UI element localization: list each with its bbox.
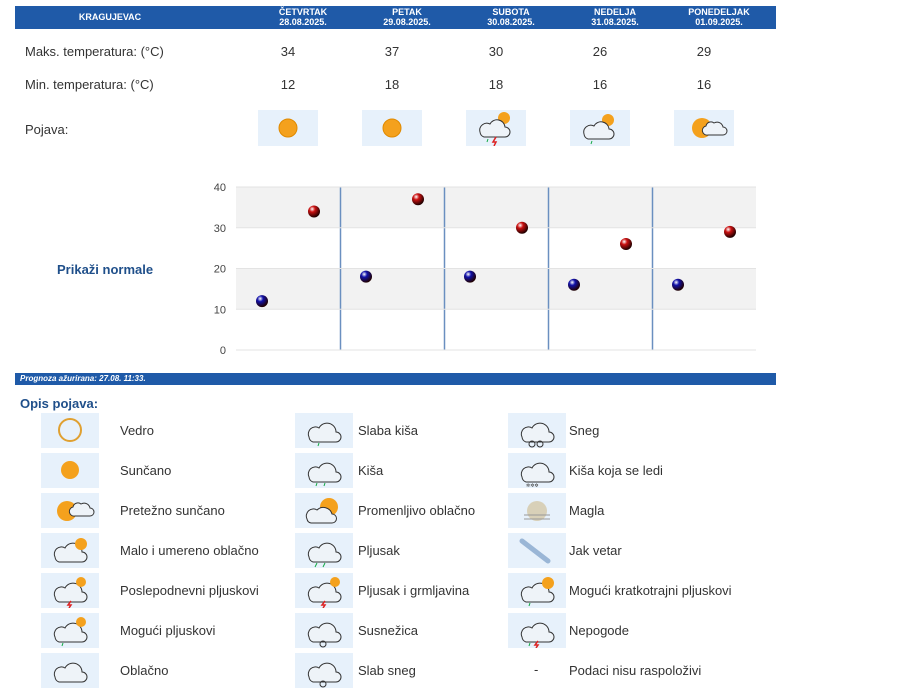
svg-text:✲✲✲: ✲✲✲ xyxy=(526,483,539,488)
min-temp-point xyxy=(360,271,372,283)
nepogode-icon xyxy=(508,613,566,648)
y-tick-label: 20 xyxy=(213,263,226,276)
legend-label: Susnežica xyxy=(358,623,418,638)
min-temp-value: 18 xyxy=(384,77,400,92)
poslepodnevni-pljuskovi-icon xyxy=(41,573,99,608)
vedro-icon xyxy=(41,413,99,448)
y-tick-label: 10 xyxy=(213,304,226,317)
max-temp-point xyxy=(308,205,320,217)
moguci-pljuskovi-icon xyxy=(41,613,99,648)
min-temp-value: 12 xyxy=(280,77,296,92)
day-header-1: ČETVRTAK 28.08.2025. xyxy=(278,7,328,27)
min-temp-value: 16 xyxy=(696,77,712,92)
sunny-icon xyxy=(258,110,318,146)
legend-label: Mogući pljuskovi xyxy=(120,623,216,638)
day-header-5: PONEDELJAK 01.09.2025. xyxy=(688,7,750,27)
max-temp-value: 37 xyxy=(384,44,400,59)
legend-label: Malo i umereno oblačno xyxy=(120,543,259,558)
legend-label: Nepogode xyxy=(569,623,629,638)
legend-label: Pretežno sunčano xyxy=(120,503,225,518)
legend-label: Kiša xyxy=(358,463,384,478)
mostly-sunny-icon xyxy=(674,110,734,146)
sneg-icon xyxy=(508,413,566,448)
susnezica-icon xyxy=(295,613,353,648)
max-temp-point xyxy=(620,238,632,250)
legend-label: Poslepodnevni pljuskovi xyxy=(120,583,259,598)
kisa-icon xyxy=(295,453,353,488)
max-temp-point xyxy=(516,222,528,234)
update-text: Prognoza ažurirana: 27.08. 11:33. xyxy=(20,374,146,383)
legend-label: Pljusak i grmljavina xyxy=(358,583,470,598)
legend-label: Jak vetar xyxy=(569,543,622,558)
legend-label: Sunčano xyxy=(120,463,172,478)
pretezno-suncano-icon xyxy=(41,493,99,528)
max-temp-value: 30 xyxy=(488,44,504,59)
pljusak-grmljavina-icon xyxy=(295,573,353,608)
y-tick-label: 0 xyxy=(219,345,226,357)
legend-label: Oblačno xyxy=(120,663,169,678)
malo-oblacno-icon xyxy=(41,533,99,568)
max-temp-point xyxy=(724,226,736,238)
day-header-3: SUBOTA 30.08.2025. xyxy=(487,7,535,27)
day-header-2: PETAK 29.08.2025. xyxy=(383,7,431,27)
min-temp-value: 18 xyxy=(488,77,504,92)
kisa-koja-se-ledi-icon xyxy=(508,453,566,488)
show-normals-link[interactable]: Prikaži normale xyxy=(57,262,154,277)
suncano-icon xyxy=(41,453,99,488)
magla-icon xyxy=(508,493,566,528)
legend-label: Kiša koja se ledi xyxy=(569,463,663,478)
min-temp-label: Min. temperatura: (°C) xyxy=(25,77,154,92)
min-temp-point xyxy=(672,279,684,291)
legend-label: Slaba kiša xyxy=(358,423,418,438)
y-tick-label: 30 xyxy=(213,222,226,235)
legend-label: Mogući kratkotrajni pljuskovi xyxy=(569,583,732,598)
moguci-kratkotrajni-pljuskovi-icon xyxy=(508,573,566,608)
forecast-header-bar xyxy=(15,6,776,29)
min-temp-value: 16 xyxy=(592,77,608,92)
min-temp-point xyxy=(256,295,268,307)
legend-label: Sneg xyxy=(569,423,600,438)
possible-brief-showers-icon xyxy=(570,110,630,146)
oblacno-icon xyxy=(41,653,99,688)
legend-label: Promenljivo oblačno xyxy=(358,503,476,518)
slab-sneg-icon xyxy=(295,653,353,688)
promenljivo-oblacno-icon xyxy=(295,493,353,528)
legend-label: Magla xyxy=(569,503,605,518)
max-temp-label: Maks. temperatura: (°C) xyxy=(25,44,164,59)
legend-label: Podaci nisu raspoloživi xyxy=(569,663,702,678)
pljusak-icon xyxy=(295,533,353,568)
slaba-kisa-icon xyxy=(295,413,353,448)
max-temp-value: 26 xyxy=(592,44,608,59)
min-temp-point xyxy=(464,271,476,283)
city-name: KRAGUJEVAC xyxy=(78,12,142,22)
max-temp-point xyxy=(412,193,424,205)
temperature-chart xyxy=(200,178,760,358)
max-temp-value: 34 xyxy=(280,44,296,59)
legend-label: Slab sneg xyxy=(358,663,416,678)
y-tick-label: 40 xyxy=(213,182,226,194)
max-temp-value: 29 xyxy=(696,44,712,59)
legend-label: Vedro xyxy=(120,423,154,438)
day-header-4: NEDELJA 31.08.2025. xyxy=(591,7,639,27)
phenomenon-label: Pojava: xyxy=(25,122,69,137)
legend-label: Pljusak xyxy=(358,543,400,558)
min-temp-point xyxy=(568,279,580,291)
afternoon-showers-icon xyxy=(466,110,526,146)
sunny-icon xyxy=(362,110,422,146)
jak-vetar-icon xyxy=(508,533,566,568)
na-dash: - xyxy=(534,662,539,677)
update-info-bar xyxy=(15,373,776,385)
legend-title: Opis pojava: xyxy=(20,396,99,411)
